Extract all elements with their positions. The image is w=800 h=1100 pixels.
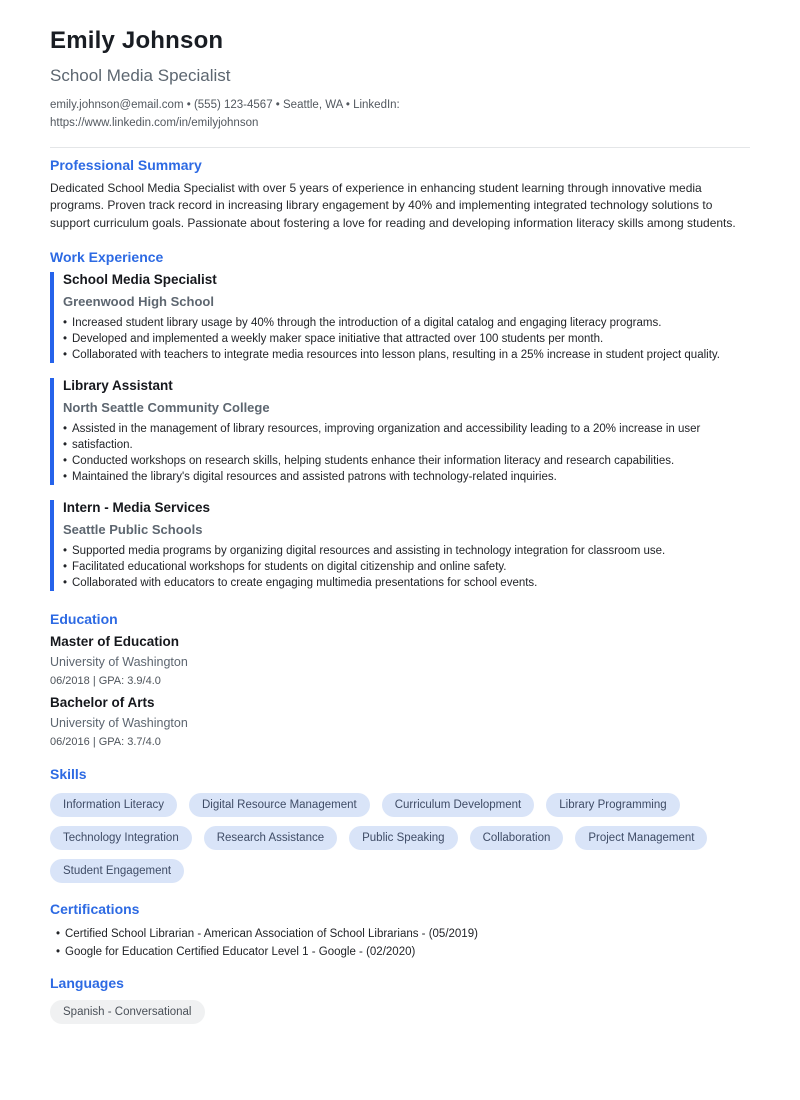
section-education [50, 611, 750, 749]
education-entry [50, 695, 750, 749]
bullet-item: • Facilitated educational workshops for students on digital citizenship and online safety. [63, 559, 750, 575]
skill-pill: Project Management [575, 826, 707, 850]
skill-pill: Technology Integration [50, 826, 192, 850]
education-degree: Master of Education [50, 633, 180, 649]
work-entry-company: North Seattle Community College [63, 399, 270, 415]
contact-info [50, 96, 750, 132]
resume-header [50, 27, 750, 132]
work-entry-title: Intern - Media Services [63, 499, 211, 515]
skills-pill-list [50, 793, 750, 883]
skills-heading: Skills [50, 765, 87, 782]
bullet-item: • Supported media programs by organizing digital resources and assisting in technology integration for classroom use. [63, 543, 750, 559]
summary-text: Dedicated School Media Specialist with over 5 years of experience in enhancing student learning through innovative media programs. Proven track record in increasing library engagement by 40% and implementing integrated technology solutions to support curriculum goals. Passionate about fostering a love for reading and developing information literacy skills among students. [50, 180, 736, 231]
bullet-item: • Collaborated with educators to create engaging multimedia presentations for school events. [63, 575, 750, 591]
bullet-item: • Increased student library usage by 40% through the introduction of a digital catalog and engaging literacy programs. [63, 315, 750, 331]
bullet-item: • Maintained the library's digital resources and assisted patrons with technology-related inquiries. [63, 469, 750, 485]
work-entry-title: School Media Specialist [63, 271, 217, 287]
education-date-gpa: 06/2016 | GPA: 3.7/4.0 [50, 735, 161, 748]
bullet-item: • Assisted in the management of library resources, improving organization and accessibility leading to a 20% increase in user [63, 421, 750, 437]
work-entry [50, 272, 750, 363]
skill-pill: Information Literacy [50, 793, 177, 817]
work-entry-company: Seattle Public Schools [63, 521, 203, 537]
work-entry-bullets [63, 421, 750, 485]
languages-pill-list [50, 1000, 750, 1024]
work-entry [50, 378, 750, 485]
education-school: University of Washington [50, 654, 188, 669]
education-degree: Bachelor of Arts [50, 694, 155, 710]
education-heading: Education [50, 610, 118, 627]
bullet-item: • Conducted workshops on research skills, helping students enhance their information literacy and research capabilities. [63, 453, 750, 469]
bullet-item: • Developed and implemented a weekly maker space initiative that attracted over 100 students per month. [63, 331, 750, 347]
skill-pill: Library Programming [546, 793, 679, 817]
work-entry-company: Greenwood High School [63, 293, 214, 309]
bullet-item: • Collaborated with teachers to integrate media resources into lesson plans, resulting in a 25% increase in student project quality. [63, 347, 750, 363]
section-professional-summary [50, 157, 750, 233]
education-school: University of Washington [50, 715, 188, 730]
contact-line-1: emily.johnson@email.com • (555) 123-4567 • Seattle, WA • LinkedIn: [50, 98, 400, 111]
section-skills [50, 766, 750, 883]
certification-item: • Google for Education Certified Educator Level 1 - Google - (02/2020) [56, 943, 750, 961]
work-entry [50, 500, 750, 591]
candidate-job-title: School Media Specialist [50, 65, 231, 85]
section-work-experience [50, 249, 750, 591]
section-languages [50, 975, 750, 1024]
skill-pill: Public Speaking [349, 826, 457, 850]
language-pill: Spanish - Conversational [50, 1000, 205, 1024]
skill-pill: Collaboration [470, 826, 564, 850]
work-entry-bullets [63, 543, 750, 591]
certifications-list [56, 925, 750, 961]
languages-heading: Languages [50, 974, 124, 991]
work-entry-bullets [63, 315, 750, 363]
header-divider [50, 147, 750, 148]
contact-line-2: https://www.linkedin.com/in/emilyjohnson [50, 116, 259, 129]
education-entry [50, 634, 750, 688]
section-certifications [50, 901, 750, 961]
skill-pill: Digital Resource Management [189, 793, 370, 817]
certifications-heading: Certifications [50, 900, 140, 917]
education-date-gpa: 06/2018 | GPA: 3.9/4.0 [50, 674, 161, 687]
certification-item: • Certified School Librarian - American Association of School Librarians - (05/2019) [56, 925, 750, 943]
work-experience-heading: Work Experience [50, 248, 164, 265]
candidate-name: Emily Johnson [50, 27, 224, 54]
skill-pill: Research Assistance [204, 826, 337, 850]
bullet-item: • satisfaction. [63, 437, 750, 453]
skill-pill: Curriculum Development [382, 793, 535, 817]
summary-heading: Professional Summary [50, 156, 202, 173]
work-entry-title: Library Assistant [63, 377, 173, 393]
skill-pill: Student Engagement [50, 859, 184, 883]
